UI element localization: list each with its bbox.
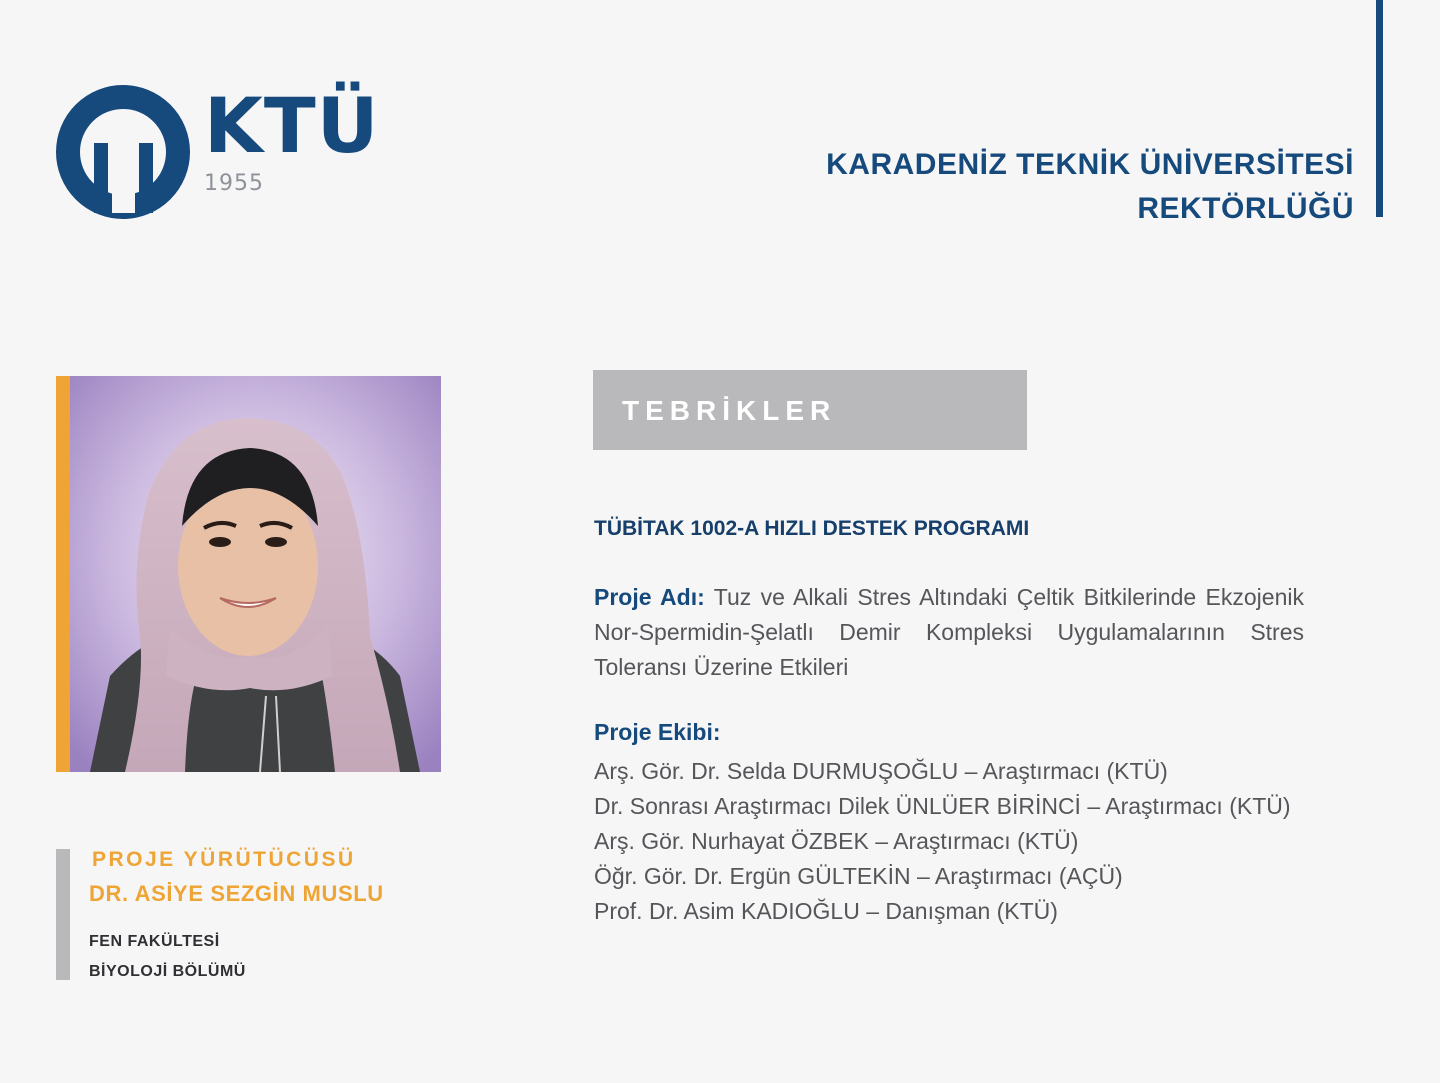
team-member: Arş. Gör. Dr. Selda DURMUŞOĞLU – Araştırmacı (KTÜ) [594, 758, 1168, 784]
university-title [826, 143, 1354, 231]
project-label: Proje Adı: [594, 584, 705, 610]
team-member: Öğr. Gör. Dr. Ergün GÜLTEKİN – Araştırmacı (AÇÜ) [594, 863, 1123, 889]
person-role: PROJE YÜRÜTÜCÜSÜ [92, 848, 356, 871]
project-name: Tuz ve Alkali Stres Altındaki Çeltik Bitkilerinde Ekzojenik Nor-Spermidin-Şelatlı Demir Kompleksi Uygulamalarının Stres Toleransı Üzerine Etkileri [594, 584, 1304, 680]
person-department: BİYOLOJİ BÖLÜMÜ [89, 963, 246, 980]
person-faculty: FEN FAKÜLTESİ [89, 933, 220, 950]
logo-wordmark: KTÜ [204, 81, 380, 170]
university-office: REKTÖRLÜĞÜ [1137, 192, 1354, 225]
team-list [594, 754, 1291, 929]
project-description [594, 580, 1304, 685]
team-member: Dr. Sonrası Araştırmacı Dilek ÜNLÜER BİRİNCİ – Araştırmacı (KTÜ) [594, 793, 1291, 819]
person-accent-bar [56, 849, 70, 980]
program-title: TÜBİTAK 1002-A HIZLI DESTEK PROGRAMI [594, 517, 1030, 540]
badge-label: TEBRİKLER [622, 395, 837, 426]
header-accent-line [1376, 0, 1383, 217]
portrait-photo [70, 376, 441, 772]
ktu-emblem-icon [54, 83, 194, 223]
team-label: Proje Ekibi: [594, 719, 721, 745]
ktu-logo [54, 81, 380, 223]
university-name: KARADENİZ TEKNİK ÜNİVERSİTESİ [826, 148, 1354, 181]
logo-year: 1955 [204, 171, 264, 196]
team-member: Arş. Gör. Nurhayat ÖZBEK – Araştırmacı (KTÜ) [594, 828, 1079, 854]
congratulations-badge [593, 370, 1027, 450]
team-member: Prof. Dr. Asim KADIOĞLU – Danışman (KTÜ) [594, 898, 1058, 924]
person-name: DR. ASİYE SEZGİN MUSLU [89, 881, 384, 906]
photo-accent-bar [56, 376, 70, 772]
